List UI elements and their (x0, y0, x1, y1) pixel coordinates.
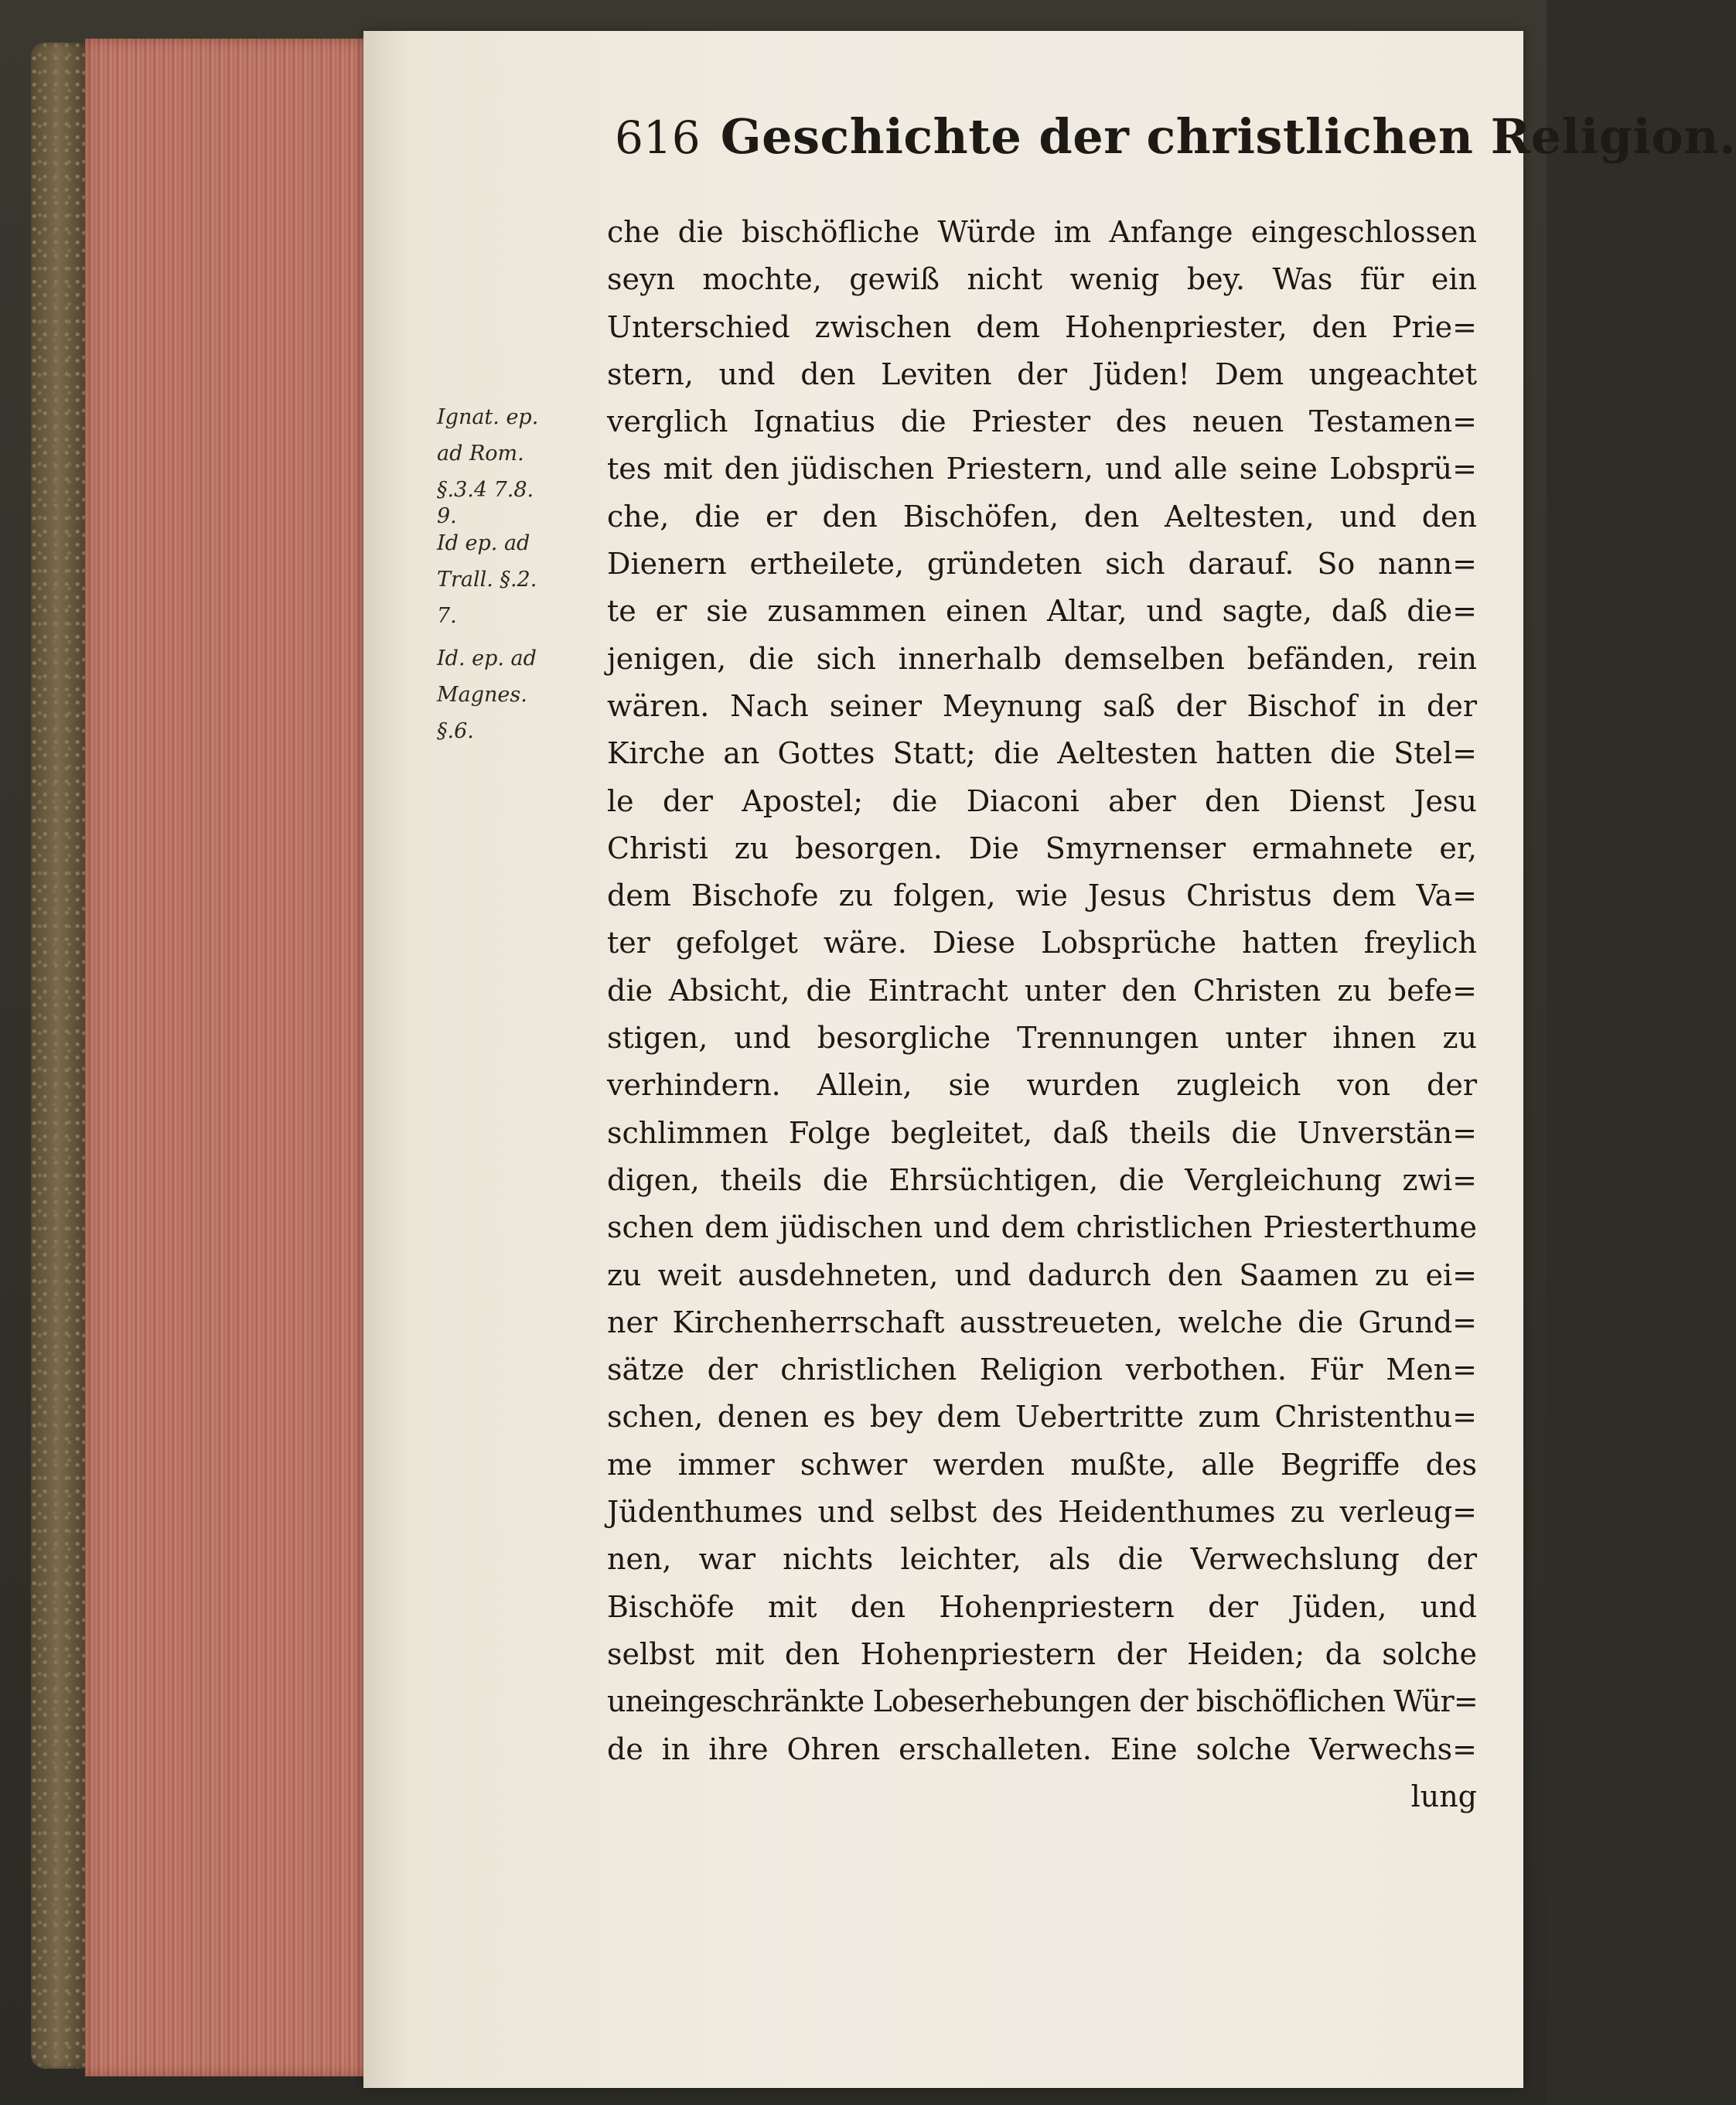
text-line: verglich Ignatius die Priester des neuen Testamen= (607, 404, 1477, 439)
text-line: che, die er den Bischöfen, den Aeltesten, und den (607, 499, 1477, 534)
text-line: zu weit ausdehneten, und dadurch den Saamen zu ei= (607, 1257, 1477, 1292)
running-title: Geschichte der christlichen Religion. (720, 108, 1736, 165)
text-line: jenigen, die sich innerhalb demselben befänden, rein (607, 641, 1477, 676)
text-line: digen, theils die Ehrsüchtigen, die Vergleichung zwi= (607, 1162, 1477, 1197)
marginal-note: Id. ep. ad (437, 647, 537, 670)
text-line: le der Apostel; die Diaconi aber den Dienst Jesu (607, 783, 1477, 818)
marginal-note: §.3.4 7.8. (437, 478, 534, 502)
marginal-note: Ignat. ep. (437, 405, 539, 429)
marginal-note: §.6. (437, 719, 474, 743)
marginal-note: Magnes. (437, 683, 527, 707)
text-line: wären. Nach seiner Meynung saß der Bischof in der (607, 688, 1477, 723)
marginal-note: 9. (437, 504, 457, 528)
text-line: seyn mochte, gewiß nicht wenig bey. Was für ein (607, 262, 1477, 297)
marginal-note: ad Rom. (437, 442, 524, 466)
text-line: uneingeschränkte Lobeserhebungen der bischöflichen Wür= (607, 1684, 1478, 1719)
marginal-note: Id ep. ad (437, 531, 530, 555)
page-header (615, 108, 1736, 186)
text-line: stigen, und besorgliche Trennungen unter ihnen zu (607, 1021, 1477, 1056)
text-line: sätze der christlichen Religion verbothen. Für Men= (607, 1353, 1477, 1387)
text-line: Dienern ertheilete, gründeten sich darauf. So nann= (607, 547, 1477, 582)
text-line: ter gefolget wäre. Diese Lobsprüche hatten freylich (607, 926, 1477, 960)
text-line: selbst mit den Hohenpriestern der Heiden; da solche (607, 1636, 1477, 1671)
marginal-notes (437, 399, 588, 749)
page-number: 616 (615, 111, 701, 164)
text-line: Bischöfe mit den Hohenpriestern der Jüden, und (607, 1589, 1477, 1624)
text-line: schen dem jüdischen und dem christlichen Priesterthume (607, 1210, 1477, 1245)
text-line: de in ihre Ohren erschalleten. Eine solche Verwechs= (607, 1731, 1477, 1766)
text-line: tes mit den jüdischen Priestern, und alle seine Lobsprü= (607, 452, 1477, 486)
text-line: ner Kirchenherrschaft ausstreueten, welche die Grund= (607, 1305, 1477, 1339)
marginal-note: Trall. §.2. (437, 568, 537, 592)
text-line: Jüdenthumes und selbst des Heidenthumes zu verleug= (607, 1495, 1477, 1530)
text-line: schen, denen es bey dem Uebertritte zum Christenthu= (607, 1400, 1477, 1435)
page-edges-red (85, 39, 367, 2076)
text-line: dem Bischofe zu folgen, wie Jesus Christus dem Va= (607, 879, 1477, 913)
text-line: me immer schwer werden mußte, alle Begriffe des (607, 1447, 1477, 1482)
text-line: verhindern. Allein, sie wurden zugleich von der (607, 1068, 1477, 1103)
text-line: te er sie zusammen einen Altar, und sagte, daß die= (607, 594, 1477, 629)
marginal-note: 7. (437, 604, 457, 628)
text-line: stern, und den Leviten der Jüden! Dem ungeachtet (607, 357, 1477, 391)
body-text (607, 209, 1477, 1820)
text-line: Unterschied zwischen dem Hohenpriester, den Prie= (607, 309, 1477, 344)
text-line: Christi zu besorgen. Die Smyrnenser ermahnete er, (607, 831, 1477, 865)
text-line: che die bischöfliche Würde im Anfange eingeschlossen (607, 215, 1477, 249)
text-line: Kirche an Gottes Statt; die Aeltesten hatten die Stel= (607, 736, 1477, 771)
text-line: nen, war nichts leichter, als die Verwechslung der (607, 1542, 1477, 1577)
text-line: schlimmen Folge begleitet, daß theils die Unverstän= (607, 1115, 1477, 1150)
catchword: lung (1410, 1779, 1477, 1813)
text-line: die Absicht, die Eintracht unter den Christen zu befe= (607, 973, 1477, 1008)
